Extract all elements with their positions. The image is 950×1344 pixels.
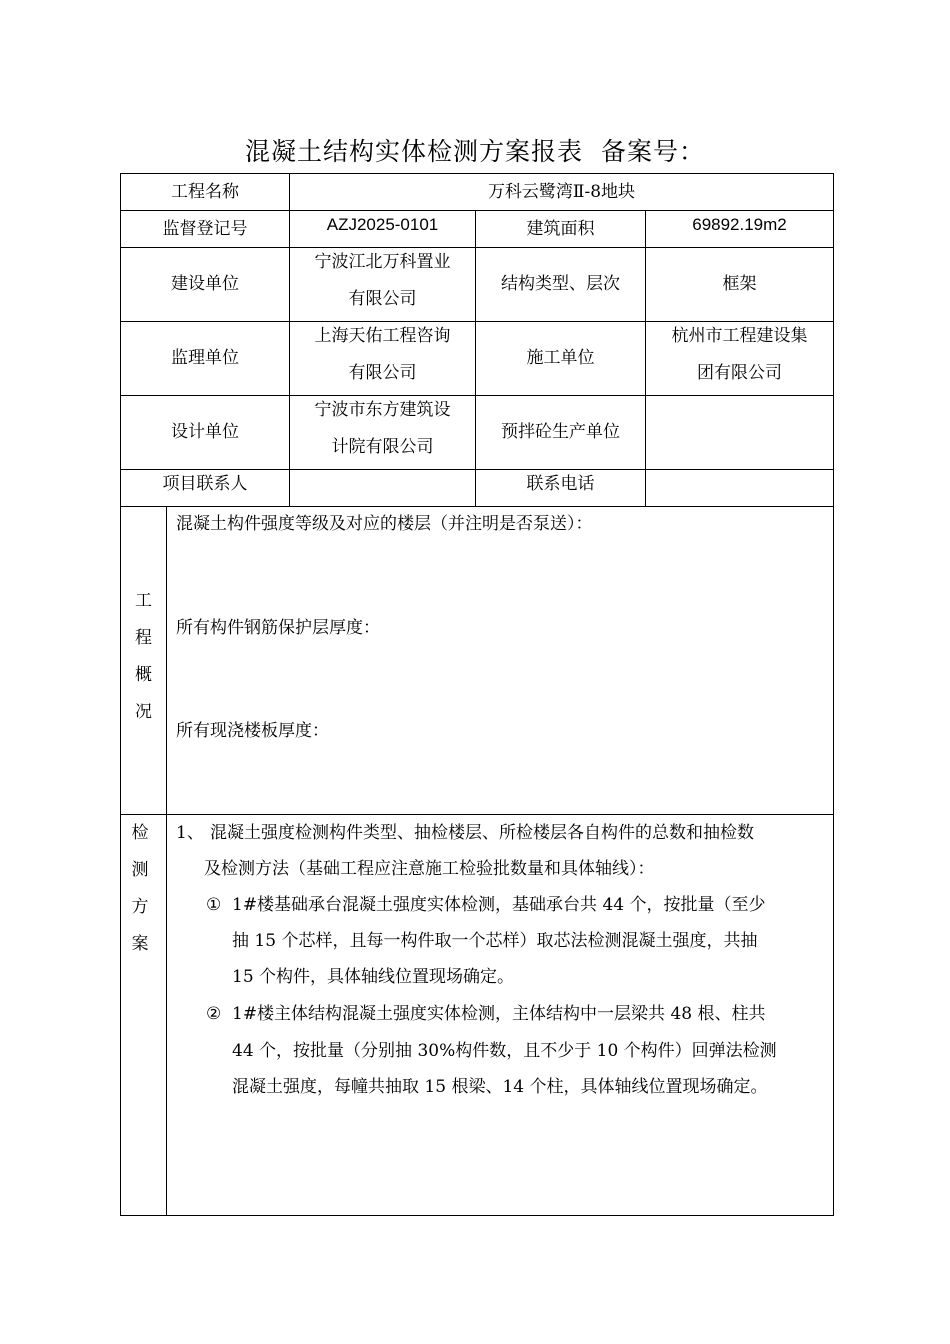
overview-strength-grades: 混凝土构件强度等级及对应的楼层（并注明是否泵送）：	[176, 514, 593, 534]
page-title: 混凝土结构实体检测方案报表 备案号：	[245, 137, 705, 166]
supervisor-label	[121, 322, 289, 395]
plan-label-char: 测	[131, 860, 149, 880]
plan-sub1-line3: 15 个构件，具体轴线位置现场确定。	[232, 967, 515, 987]
overview-label-char: 况	[135, 702, 152, 722]
plan-item1-line1: 混凝土强度检测构件类型、抽检楼层、所检楼层各自构件的总数和抽检数	[210, 823, 754, 843]
structure-type-value	[646, 248, 833, 321]
plan-sub2-line3: 混凝土强度，每幢共抽取 15 根梁、14 个柱，具体轴线位置现场确定。	[232, 1077, 768, 1097]
plan-item1-line2: 及检测方法（基础工程应注意施工检验批数量和具体轴线）：	[204, 859, 655, 879]
supervisor-value-line2: 有限公司	[348, 363, 417, 383]
registration-label-text: 监督登记号	[162, 218, 248, 239]
plan-item1-number: 1、	[176, 823, 204, 843]
registration-value	[290, 211, 475, 237]
designer-value-line1: 宁波市东方建筑设	[314, 400, 451, 420]
plan-sub1-line2: 抽 15 个芯样，且每一构件取一个芯样）取芯法检测混凝土强度，共抽	[232, 931, 758, 951]
plan-label-char: 方	[131, 897, 149, 917]
building-area-label-text: 建筑面积	[526, 218, 595, 239]
structure-type-label-text: 结构类型、层次	[501, 274, 620, 294]
project-name-value-text: 万科云鹭湾Ⅱ-8地块	[487, 181, 636, 202]
registration-value-text: AZJ2025-0101	[326, 214, 439, 234]
concrete-supplier-label-text: 预拌砼生产单位	[501, 422, 620, 442]
contractor-label	[476, 322, 645, 395]
structure-type-label	[476, 248, 645, 321]
building-area-value	[646, 211, 833, 237]
concrete-supplier-value	[646, 396, 833, 469]
phone-label	[476, 466, 645, 502]
overview-label-char: 工	[135, 591, 152, 611]
designer-label-text: 设计单位	[171, 422, 239, 442]
overview-label-char: 概	[135, 665, 152, 685]
plan-sub2-line1: 1#楼主体结构混凝土强度实体检测，主体结构中一层梁共 48 根、柱共	[232, 1004, 766, 1024]
builder-value	[290, 244, 475, 318]
plan-sub1-marker: ①	[206, 895, 222, 915]
supervisor-value	[290, 318, 475, 392]
table-border-bottom	[120, 1215, 834, 1216]
plan-sub2-line2: 44 个，按批量（分别抽 30%构件数，且不少于 10 个构件）回弹法检测	[232, 1041, 777, 1061]
contact-label-text: 项目联系人	[162, 473, 248, 494]
plan-label-char: 检	[131, 823, 149, 843]
building-area-label	[476, 211, 645, 247]
designer-label	[121, 396, 289, 469]
contractor-value-line1: 杭州市工程建设集	[671, 326, 808, 346]
table-border-right	[833, 173, 834, 1216]
designer-value	[290, 392, 475, 466]
plan-label	[121, 815, 159, 963]
designer-value-line2: 计院有限公司	[331, 437, 434, 457]
row-divider	[120, 506, 834, 507]
supervisor-label-text: 监理单位	[171, 348, 239, 368]
overview-slab-thickness: 所有现浇楼板厚度：	[176, 721, 329, 741]
supervisor-value-line1: 上海天佑工程咨询	[314, 326, 451, 346]
overview-label-char: 程	[135, 628, 152, 648]
phone-value	[646, 470, 833, 506]
registration-label	[121, 211, 289, 247]
contact-value	[290, 470, 475, 506]
contractor-value-line2: 团有限公司	[697, 363, 782, 383]
structure-type-value-text: 框架	[722, 274, 757, 294]
plan-sub2-marker: ②	[206, 1004, 222, 1024]
phone-label-text: 联系电话	[526, 473, 595, 494]
builder-value-line1: 宁波江北万科置业	[314, 252, 451, 272]
column-divider	[166, 506, 167, 1216]
project-name-label-text: 工程名称	[171, 181, 239, 202]
concrete-supplier-label	[476, 396, 645, 469]
plan-label-char: 案	[131, 934, 149, 954]
contractor-value	[646, 318, 833, 392]
overview-label	[121, 583, 166, 731]
overview-rebar-cover: 所有构件钢筋保护层厚度：	[176, 618, 380, 638]
builder-label	[121, 248, 289, 321]
plan-sub1-line1: 1#楼基础承台混凝土强度实体检测，基础承台共 44 个，按批量（至少	[232, 895, 766, 915]
building-area-value-text: 69892.19m2	[692, 214, 787, 234]
builder-value-line2: 有限公司	[348, 289, 417, 309]
builder-label-text: 建设单位	[171, 274, 239, 294]
contact-label	[121, 466, 289, 502]
project-name-label	[121, 174, 289, 210]
contractor-label-text: 施工单位	[526, 348, 595, 368]
